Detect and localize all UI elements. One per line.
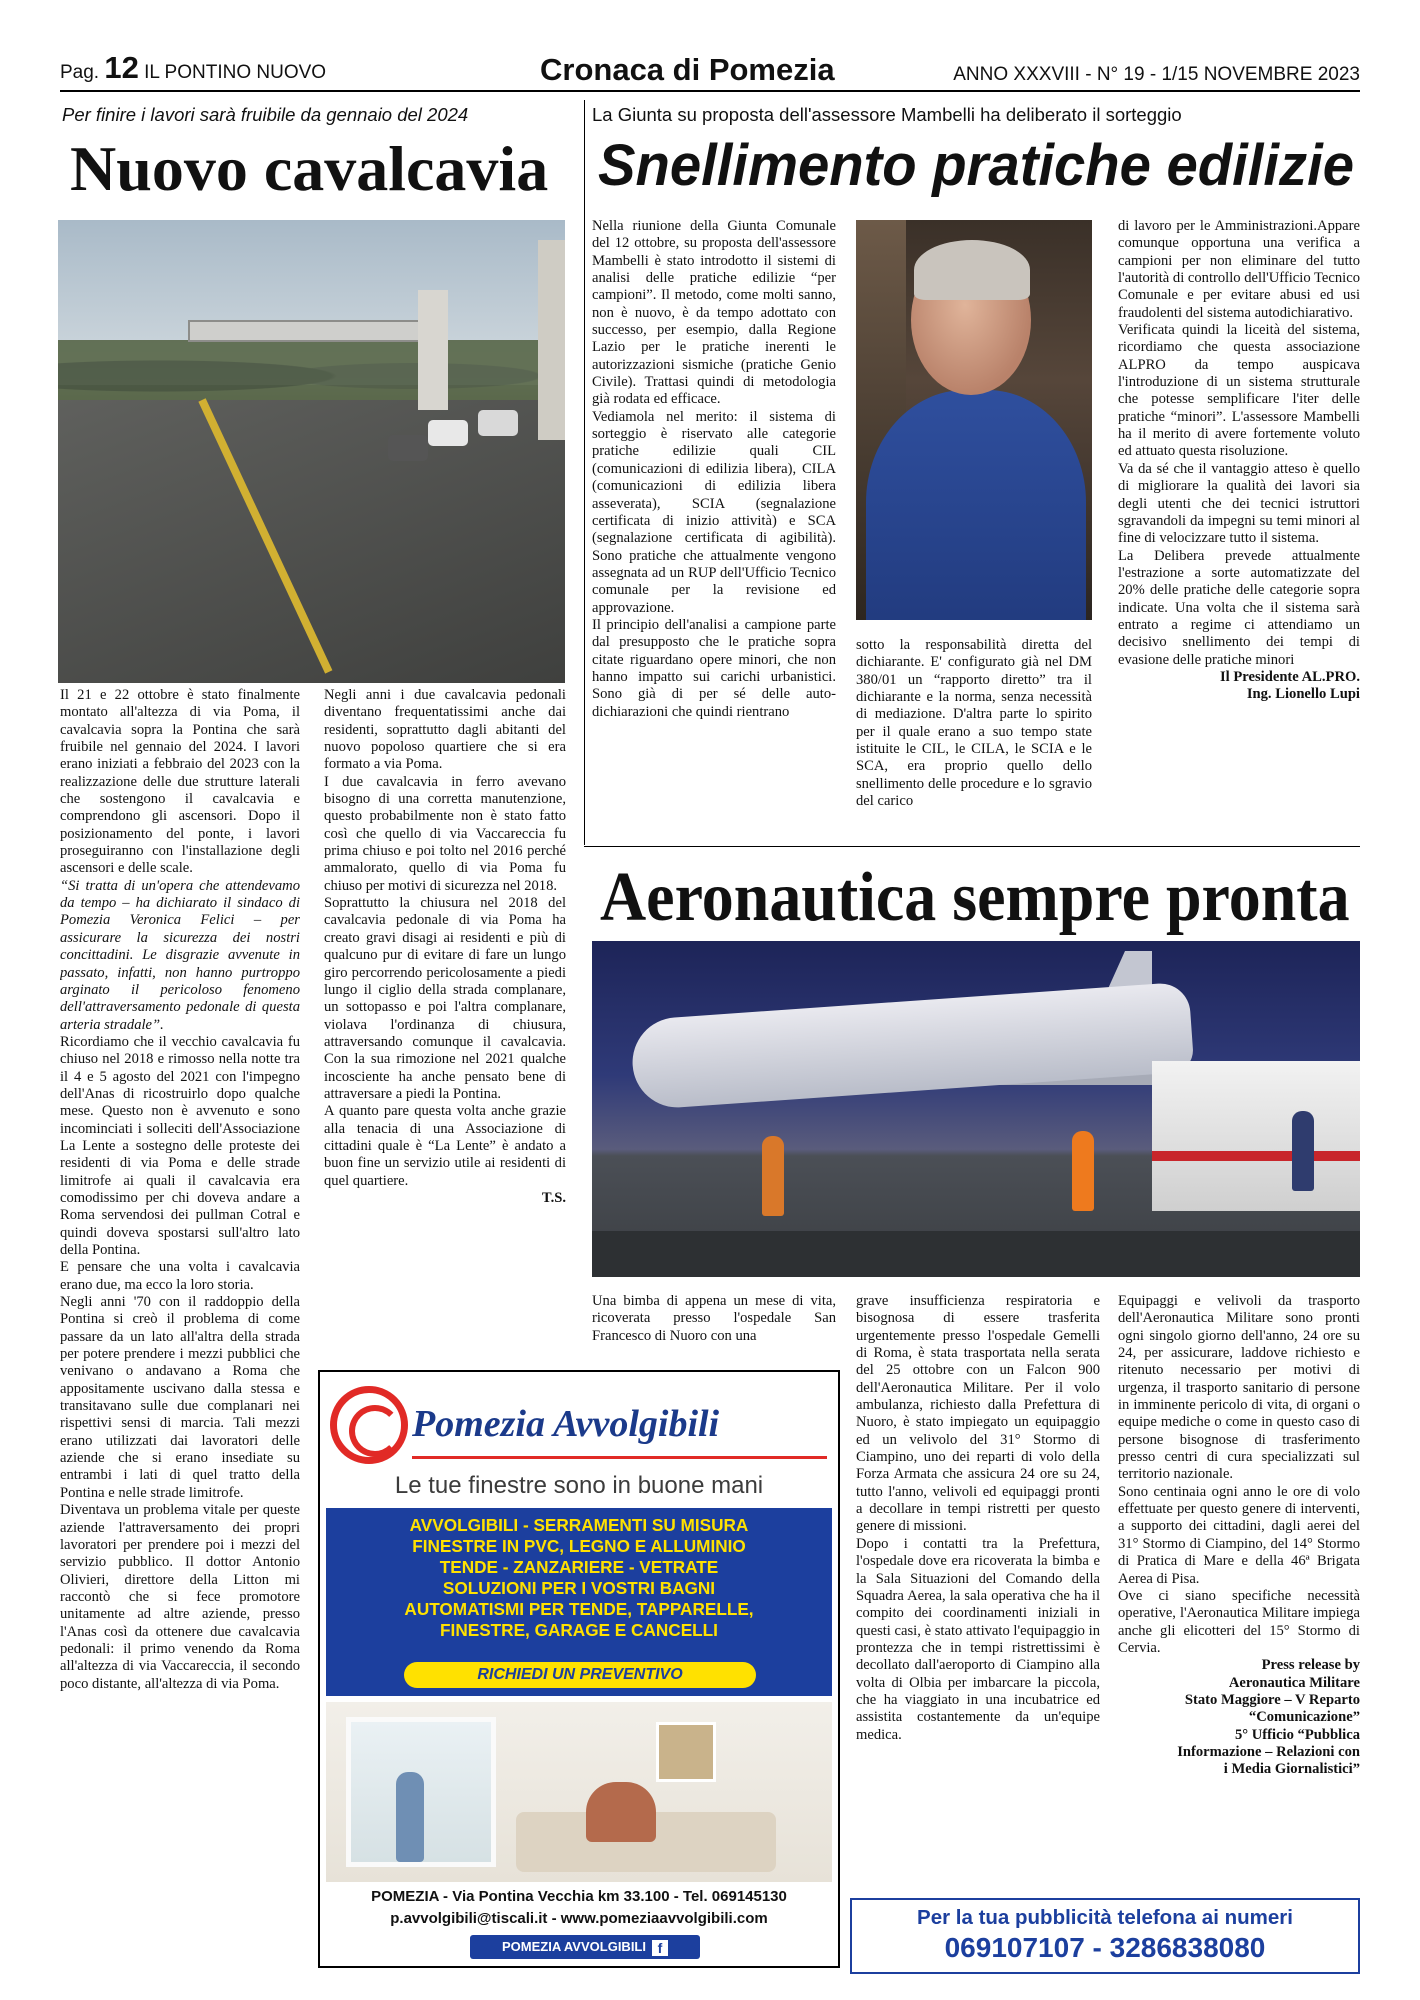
article3-column-1: [592, 1293, 836, 1353]
article2-signature-1: Il Presidente AL.PRO.: [1220, 668, 1360, 685]
article3-column-2: [856, 1293, 1100, 1873]
article2-paragraph: Il principio dell'analisi a campione parte dal presupposto che le pratiche sopra citate riguardano opere minori, che non hanno impatto sui carichi urbanistici. Sono già di per sé delle auto-dichiarazioni che quindi rientrano: [592, 616, 836, 720]
article3-signature-line: Press release by: [1261, 1657, 1360, 1674]
article1-column-1: [60, 687, 300, 1972]
article3-signature-line: Informazione – Relazioni con: [1177, 1743, 1360, 1760]
article1-paragraph: Negli anni i due cavalcavia pedonali diventano frequentatissimi anche dai residenti, soprattutto dagli abitanti del nuovo popoloso quartiere che si era formato a via Poma.: [324, 687, 566, 773]
article1-paragraph: Diventava un problema vitale per queste aziende l'attraversamento dei propri lavoratori per prendere poi i mezzi del servizio pubblico. Il dottor Antonio Olivieri, direttore della Litton mi raccontò che si fece promotore unitamente ad altre aziende, presso l'Anas così da ottenere due cavalcavia pedonali: il primo venendo da Roma all'altezza di via Vaccareccia, il secondo poco distante, all'altezza di via Poma.: [60, 1502, 300, 1692]
ad-service-line: SOLUZIONI PER I VOSTRI BAGNI: [442, 1578, 716, 1598]
article2-kicker: La Giunta su proposta dell'assessore Mambelli ha deliberato il sorteggio: [592, 104, 1182, 125]
overpass-photo: [58, 220, 565, 683]
advertising-contact-box: [850, 1898, 1360, 1974]
article1-paragraph: E pensare che una volta i cavalcavia erano due, ma ecco la loro storia.: [60, 1259, 300, 1293]
ad-address: POMEZIA - Via Pontina Vecchia km 33.100 - Tel. 069145130: [371, 1888, 787, 1905]
section-title: Cronaca di Pomezia: [540, 52, 835, 87]
article3-signature-line: Stato Maggiore – V Reparto: [1184, 1691, 1360, 1708]
promo-phone-numbers[interactable]: 069107107 - 3286838080: [944, 1932, 1266, 1963]
ad-service-line: FINESTRE IN PVC, LEGNO E ALLUMINIO: [412, 1536, 746, 1556]
article2-signature-2: Ing. Lionello Lupi: [1246, 686, 1360, 703]
portrait-photo: [856, 220, 1092, 620]
logo-underline: [412, 1456, 827, 1459]
article1-title: Nuovo cavalcavia: [70, 133, 549, 204]
article2-paragraph: di lavoro per le Amministrazioni.Appare comunque opportuna una verifica a campioni per non eliminare del tutto l'autorità di controllo dell'Ufficio Tecnico Comunale e per evitare abusi ed usi fraudolenti del sistema autodichiarativo.: [1118, 218, 1360, 321]
ad-contacts[interactable]: p.avvolgibili@tiscali.it - www.pomeziaavvolgibili.com: [390, 1910, 768, 1927]
paper-name: IL PONTINO NUOVO: [144, 62, 327, 83]
article1-paragraph: Il 21 e 22 ottobre è stato finalmente montato all'altezza di via Poma, il cavalcavia sopra la Pontina che sarà fruibile nel gennaio del 2024. I lavori erano iniziati a febbraio del 2023 con la realizzazione delle due strutture laterali che sostengono il cavalcavia e comprendono gli ascensori. Dopo il posizionamento del ponte, i lavori proseguiranno con l'installazione degli ascensori e delle scale.: [60, 687, 300, 877]
article1-paragraph: Soprattutto la chiusura nel 2018 del cavalcavia pedonale di via Poma ha creato gravi disagi ai residenti e più di qualcuno pur di evitare di fare un lungo giro percorrendo pericolosamente a piedi lungo il ciglio della strada complanare, un sottopasso e poi l'altra complanare, violava l'ordinanza di chiusura, attraversando comunque il cavalcavia. Con la sua rimozione nel 2021 qualche incosciente ha anche pensato bene di attraversare a piedi la Pontina.: [324, 895, 566, 1102]
article2-column-3: [1118, 218, 1360, 838]
facebook-icon: f: [652, 1940, 668, 1956]
article1-signature: T.S.: [541, 1189, 566, 1206]
ad-tagline: Le tue finestre sono in buone mani: [394, 1472, 764, 1499]
ad-service-line: AUTOMATISMI PER TENDE, TAPPARELLE,: [404, 1599, 754, 1619]
article2-paragraph: La Delibera prevede attualmente l'estrazione a sorte automatizzate del 20% delle pratiche delle categorie sopra indicate. Una volta che il sistema sarà entrato a regime ci attendiamo un decisivo snellimento dei tempi di evasione delle pratiche minori: [1118, 547, 1360, 668]
article2-paragraph: Nella riunione della Giunta Comunale del 12 ottobre, su proposta dell'assessore Mambelli è stato introdotto il sistemi di analisi delle pratiche edilizie “per campioni”. Il metodo, come molti sanno, non è nuovo, è da tempo adottato con successo, per esempio, dalla Regione Lazio per le pratiche inerenti le autorizzazioni sismiche (pratiche Genio Civile). Trattasi quindi di metodologia già rodata ed efficace.: [592, 218, 836, 408]
article1-paragraph: Ricordiamo che il vecchio cavalcavia fu chiuso nel 2018 e rimosso nella notte tra il 4 e 5 agosto del 2021 con l'impegno dell'Anas di ricostruirlo dopo qualche mese. Questo non è avvenuto e sono incominciati i solleciti dell'Associazione La Lente a sostegno delle proteste dei residenti di via Poma e delle strade limitrofe ai quali il cavalcavia era comodissimo per chi doveva andare a Roma servendosi dei pullman Cotral e quindi doveva spostarsi sull'altro lato della Pontina.: [60, 1033, 300, 1258]
page-header: [60, 50, 1360, 92]
article3-title: Aeronautica sempre pronta: [600, 859, 1350, 936]
article-divider: [584, 846, 1360, 847]
article2-column-1: [592, 218, 836, 838]
ad-service-line: TENDE - ZANZARIERE - VETRATE: [439, 1557, 719, 1577]
article1-paragraph: I due cavalcavia in ferro avevano bisogno di una corretta manutenzione, questo probabilmente non è stato fatto così che quello di via Vaccareccia fu prima chiuso e poi tolto nel 2016 perché ammalorato, quello di via Poma fu chiuso per motivi di sicurezza nel 2018.: [324, 773, 566, 894]
facebook-label: POMEZIA AVVOLGIBILI: [502, 1939, 646, 1954]
quote-request-button[interactable]: RICHIEDI UN PREVENTIVO: [404, 1662, 756, 1688]
article1-paragraph: Negli anni '70 con il raddoppio della Pontina si creò il problema di come passare da un lato all'altra della strada per potere prendere i mezzi pubblici che venivano o andavano a Roma che appositamente uscivano dalla stessa e transitavano sulle due complanari nei rispettivi sensi di marcia. Tali mezzi erano utilizzati dai lavoratori delle aziende che si erano insediate su entrambi i lati di quel tratto della Pontina e nelle strade limitrofe.: [60, 1294, 300, 1501]
page-label: Pag.: [60, 62, 100, 83]
article3-signature-line: Aeronautica Militare: [1228, 1674, 1360, 1691]
article1-paragraph: A quanto pare questa volta anche grazie alla tenacia di una Associazione di cittadini quale è “La Lente” è andato a buon fine un servizio utile ai residenti di quel quartiere.: [324, 1103, 566, 1189]
article2-column-2: [856, 637, 1092, 837]
article3-column-3: [1118, 1293, 1360, 1893]
article1-column-2: [324, 687, 566, 1357]
article2-title: Snellimento pratiche edilizie: [598, 133, 1354, 198]
ad-brand: Pomezia Avvolgibili: [412, 1403, 720, 1445]
article2-paragraph: Vediamola nel merito: il sistema di sorteggio è riservato alle categorie pratiche edilizie quali CIL (comunicazioni di edilizia libera), CILA (comunicazioni di edilizia libera asseverata), SCIA (segnalazione certificata di inizio attività) e SCA (segnalazione certificata di agibilità). Sono pratiche che attualmente vengono assegnata ad un RUP dell'Ufficio Tecnico comunale per la revisione ed approvazione.: [592, 408, 836, 616]
advertisement[interactable]: [318, 1370, 840, 1968]
issue-info: ANNO XXXVIII - N° 19 - 1/15 NOVEMBRE 2023: [953, 64, 1360, 85]
facebook-link[interactable]: [470, 1935, 700, 1959]
article3-signature-line: i Media Giornalistici”: [1223, 1761, 1360, 1778]
article2-paragraph: sotto la responsabilità diretta del dichiarante. E' configurato già nel DM 380/01 un “rapporto diretto” tra il dichiarante e la norma, senza necessità di mediazione. D'altra parte lo spirito per il quale erano a suo tempo state istituite le CIL, le CILA, le SCIA e le SCA, era proprio quello dello snellimento delle procedure e lo sgravio del carico: [856, 637, 1092, 810]
article3-paragraph: Equipaggi e velivoli da trasporto dell'Aeronautica Militare sono pronti ogni singolo giorno dell'anno, 24 ore su 24, per assicurare, laddove richiesto e ritenuto necessario per motivi di urgenza, il trasporto sanitario di persone in imminente pericolo di vita, di organi o equipe mediche o come in questo caso di persone bisognose di trasferimento presso centri di cura specializzati sul territorio nazionale.: [1118, 1293, 1360, 1483]
page-number-block: [60, 50, 326, 86]
promo-text: Per la tua pubblicità telefona ai numeri: [917, 1906, 1293, 1929]
article3-paragraph: Dopo i contatti tra la Prefettura, l'ospedale dove era ricoverata la bimba e la Sala Situazioni del Comando della Squadra Aerea, la sala operativa che ha il compito dei coordinamenti iniziali in questi casi, è stato attivato l'equipaggio in prontezza che in tempi ristrettissimi è decollato dall'aeroporto di Ciampino alla volta di Olbia per imbarcare la piccola, che ha viaggiato in una incubatrice ed assistita costantemente da un'equipe medica.: [856, 1535, 1100, 1743]
article2-paragraph: Verificata quindi la liceità del sistema, ricordiamo che questa associazione ALPRO da tempo auspicava l'introduzione di un sistema strutturale che potesse semplificare l'iter delle pratiche “minori”. L'assessore Mambelli ha il merito di avere fortemente voluto ed attuato questa risoluzione.: [1118, 322, 1360, 460]
article2-paragraph: Va da sé che il vantaggio atteso è quello di migliorare la qualità dei lavori sia degli utenti che dei tecnici istruttori sgravandoli da impegni su temi minori al fine di velocizzare tutto il sistema.: [1118, 460, 1360, 547]
ad-interior-photo: [326, 1702, 832, 1882]
ad-service-line: AVVOLGIBILI - SERRAMENTI SU MISURA: [409, 1515, 749, 1535]
article3-paragraph: grave insufficienza respiratoria e bisognosa di essere trasferita urgentemente presso l'ospedale Gemelli di Roma, è stata trasportata nella serata del 25 ottobre con un Falcon 900 dell'Aeronautica Militare. Per il volo ambulanza, richiesto dalla Prefettura di Nuoro, è stato impiegato un equipaggio ed un velivolo del 31° Stormo di Ciampino, uno dei reparti di volo della Forza Armata che assicura 24 ore su 24, tutto l'anno, velivoli ed equipaggi pronti a decollare in tempi ristretti per questo genere di missioni.: [856, 1293, 1100, 1535]
article1-kicker: Per finire i lavori sarà fruibile da gennaio del 2024: [62, 104, 469, 125]
article3-signature-line: 5° Ufficio “Pubblica: [1234, 1726, 1360, 1743]
page-number: 12: [104, 50, 139, 85]
aircraft-photo: [592, 941, 1360, 1277]
article1-quote: [60, 878, 300, 1034]
column-divider: [584, 100, 585, 845]
article3-paragraph: Ove ci siano specifiche necessità operative, l'Aeronautica Militare impiega anche gli elicotteri del 15° Stormo di Cervia.: [1118, 1587, 1360, 1656]
article3-paragraph: Una bimba di appena un mese di vita, ricoverata presso l'ospedale San Francesco di Nuoro con una: [592, 1293, 836, 1344]
ad-service-line: FINESTRE, GARAGE E CANCELLI: [440, 1620, 718, 1640]
article1-quote-text: “Si tratta di un'opera che attendevamo da tempo – ha dichiarato il sindaco di Pomezia Veronica Felici – per assicurare la sicurezza dei nostri concittadini. Le disgrazie avvenute in passato, infatti, non hanno purtroppo arginato il pericoloso fenomeno dell'attraversamento pedonale di questa arteria stradale”.: [60, 877, 300, 1033]
article3-paragraph: Sono centinaia ogni anno le ore di volo effettuate per questo genere di interventi, a supporto dei cittadini, dagli aerei del 31° Stormo di Ciampino, del 14° Stormo di Pratica di Mare e della 46ª Brigata Aerea di Pisa.: [1118, 1483, 1360, 1587]
spiral-logo-icon: [330, 1386, 408, 1464]
article3-signature-line: “Comunicazione”: [1248, 1709, 1360, 1726]
